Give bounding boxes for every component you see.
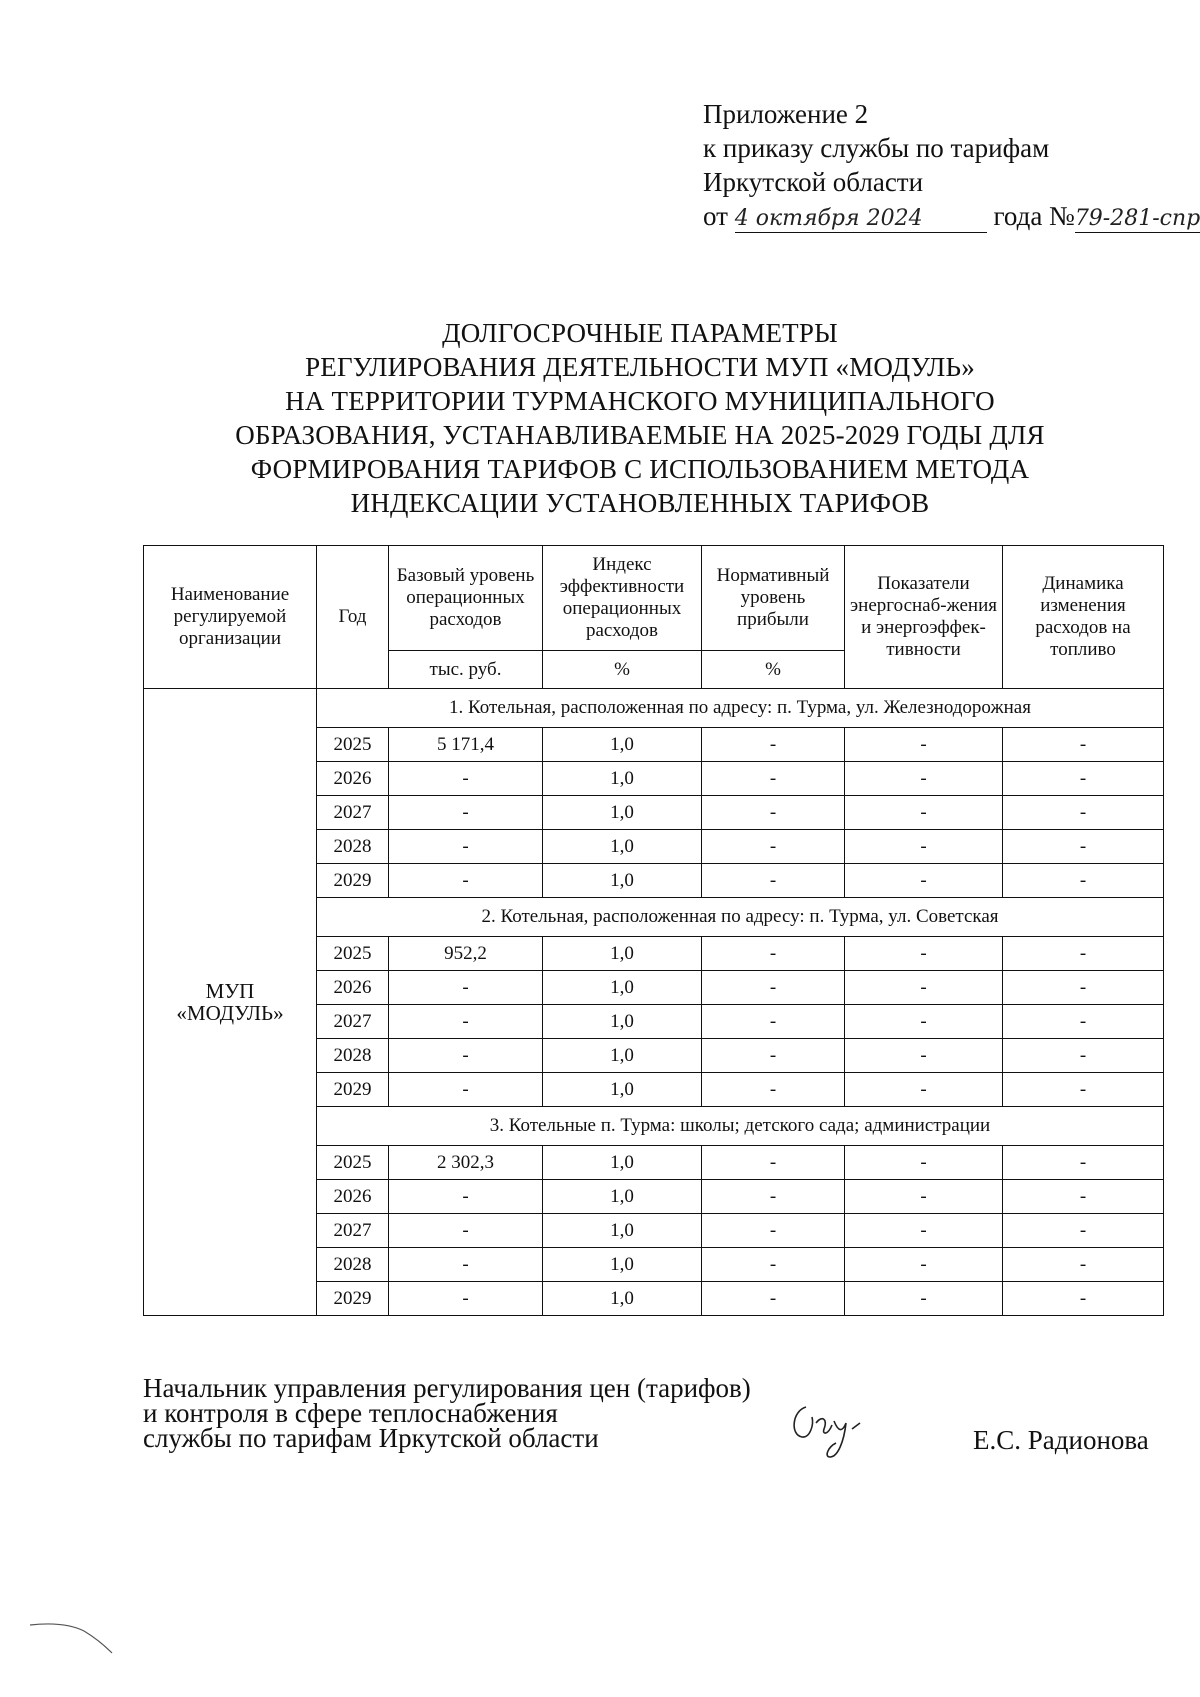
unit-index: % bbox=[543, 651, 702, 689]
cell-index: 1,0 bbox=[543, 1180, 702, 1214]
cell-fuel: - bbox=[1003, 762, 1164, 796]
cell-base: - bbox=[389, 1248, 543, 1282]
cell-year: 2029 bbox=[317, 864, 389, 898]
cell-profit: - bbox=[702, 1073, 845, 1107]
annex-date-line bbox=[703, 199, 1200, 233]
cell-fuel: - bbox=[1003, 1180, 1164, 1214]
scan-artifact-icon bbox=[28, 1615, 118, 1655]
cell-profit: - bbox=[702, 971, 845, 1005]
cell-index: 1,0 bbox=[543, 762, 702, 796]
title-line-3: НА ТЕРРИТОРИИ ТУРМАНСКОГО МУНИЦИПАЛЬНОГО bbox=[285, 386, 995, 416]
annex-line-3: Иркутской области bbox=[703, 167, 924, 197]
cell-base: - bbox=[389, 1180, 543, 1214]
unit-base: тыс. руб. bbox=[389, 651, 543, 689]
cell-base: 2 302,3 bbox=[389, 1146, 543, 1180]
header-year: Год bbox=[317, 546, 389, 689]
org-name-cell bbox=[144, 689, 317, 1316]
document-title bbox=[200, 316, 1080, 520]
cell-fuel: - bbox=[1003, 1282, 1164, 1316]
cell-energy: - bbox=[845, 864, 1003, 898]
cell-profit: - bbox=[702, 937, 845, 971]
cell-fuel: - bbox=[1003, 864, 1164, 898]
cell-base: - bbox=[389, 762, 543, 796]
cell-profit: - bbox=[702, 1180, 845, 1214]
cell-base: 952,2 bbox=[389, 937, 543, 971]
cell-base: - bbox=[389, 971, 543, 1005]
cell-energy: - bbox=[845, 1039, 1003, 1073]
cell-fuel: - bbox=[1003, 1005, 1164, 1039]
cell-energy: - bbox=[845, 1282, 1003, 1316]
date-prefix: от bbox=[703, 201, 728, 231]
cell-index: 1,0 bbox=[543, 728, 702, 762]
cell-fuel: - bbox=[1003, 937, 1164, 971]
cell-profit: - bbox=[702, 830, 845, 864]
title-line-5: ФОРМИРОВАНИЯ ТАРИФОВ С ИСПОЛЬЗОВАНИЕМ МЕТОДА bbox=[250, 454, 1030, 484]
cell-profit: - bbox=[702, 1282, 845, 1316]
header-index: Индекс эффективности операционных расходов bbox=[543, 546, 702, 651]
cell-year: 2027 bbox=[317, 1214, 389, 1248]
header-profit: Нормативный уровень прибыли bbox=[702, 546, 845, 651]
org-name-line-1: МУП bbox=[205, 979, 255, 1003]
cell-year: 2027 bbox=[317, 796, 389, 830]
signatory-position-line-3: службы по тарифам Иркутской области bbox=[143, 1423, 599, 1453]
cell-profit: - bbox=[702, 864, 845, 898]
title-line-1: ДОЛГОСРОЧНЫЕ ПАРАМЕТРЫ bbox=[442, 318, 838, 348]
annex-line-1: Приложение 2 bbox=[703, 99, 869, 129]
signatory-name: Е.С. Радионова bbox=[973, 1425, 1149, 1455]
cell-year: 2026 bbox=[317, 971, 389, 1005]
cell-fuel: - bbox=[1003, 1214, 1164, 1248]
cell-profit: - bbox=[702, 1039, 845, 1073]
cell-year: 2026 bbox=[317, 1180, 389, 1214]
cell-year: 2026 bbox=[317, 762, 389, 796]
cell-fuel: - bbox=[1003, 1146, 1164, 1180]
signature-block bbox=[143, 1373, 751, 1453]
cell-base: - bbox=[389, 796, 543, 830]
handwritten-signature bbox=[788, 1395, 878, 1470]
cell-energy: - bbox=[845, 830, 1003, 864]
cell-profit: - bbox=[702, 762, 845, 796]
section-row bbox=[144, 689, 1164, 728]
cell-year: 2028 bbox=[317, 1039, 389, 1073]
cell-year: 2028 bbox=[317, 830, 389, 864]
cell-fuel: - bbox=[1003, 1248, 1164, 1282]
cell-fuel: - bbox=[1003, 1039, 1164, 1073]
cell-base: - bbox=[389, 830, 543, 864]
cell-profit: - bbox=[702, 1214, 845, 1248]
header-fuel: Динамика изменения расходов на топливо bbox=[1003, 546, 1164, 689]
cell-energy: - bbox=[845, 971, 1003, 1005]
cell-index: 1,0 bbox=[543, 1073, 702, 1107]
handwritten-date: 4 октября 2024 bbox=[734, 206, 923, 231]
cell-index: 1,0 bbox=[543, 1146, 702, 1180]
cell-index: 1,0 bbox=[543, 830, 702, 864]
cell-energy: - bbox=[845, 728, 1003, 762]
cell-fuel: - bbox=[1003, 830, 1164, 864]
cell-index: 1,0 bbox=[543, 864, 702, 898]
header-org: Наименование регулируемой организации bbox=[144, 546, 317, 689]
org-name-line-2: «МОДУЛЬ» bbox=[176, 1001, 284, 1025]
cell-profit: - bbox=[702, 796, 845, 830]
unit-profit: % bbox=[702, 651, 845, 689]
cell-fuel: - bbox=[1003, 971, 1164, 1005]
cell-index: 1,0 bbox=[543, 1005, 702, 1039]
cell-base: - bbox=[389, 1039, 543, 1073]
cell-year: 2025 bbox=[317, 937, 389, 971]
table-header-row bbox=[144, 546, 1164, 651]
header-energy: Показатели энергоснаб-жения и энергоэффек-тивности bbox=[845, 546, 1003, 689]
signatory-position-line-1: Начальник управления регулирования цен (тарифов) bbox=[143, 1373, 751, 1403]
cell-profit: - bbox=[702, 1248, 845, 1282]
cell-index: 1,0 bbox=[543, 971, 702, 1005]
cell-index: 1,0 bbox=[543, 937, 702, 971]
cell-base: - bbox=[389, 1073, 543, 1107]
signature-icon bbox=[788, 1395, 878, 1465]
cell-base: - bbox=[389, 1214, 543, 1248]
cell-energy: - bbox=[845, 1073, 1003, 1107]
title-line-6: ИНДЕКСАЦИИ УСТАНОВЛЕННЫХ ТАРИФОВ bbox=[350, 488, 930, 518]
cell-profit: - bbox=[702, 1005, 845, 1039]
annex-header bbox=[703, 97, 1200, 233]
title-line-2: РЕГУЛИРОВАНИЯ ДЕЯТЕЛЬНОСТИ МУП «МОДУЛЬ» bbox=[305, 352, 975, 382]
cell-profit: - bbox=[702, 1146, 845, 1180]
handwritten-number: 79-281-спр bbox=[1074, 206, 1200, 231]
cell-energy: - bbox=[845, 1248, 1003, 1282]
cell-profit: - bbox=[702, 728, 845, 762]
cell-energy: - bbox=[845, 1005, 1003, 1039]
cell-energy: - bbox=[845, 1214, 1003, 1248]
cell-fuel: - bbox=[1003, 796, 1164, 830]
cell-index: 1,0 bbox=[543, 1248, 702, 1282]
annex-line-2: к приказу службы по тарифам bbox=[703, 133, 1050, 163]
header-base: Базовый уровень операционных расходов bbox=[389, 546, 543, 651]
cell-index: 1,0 bbox=[543, 1214, 702, 1248]
cell-energy: - bbox=[845, 937, 1003, 971]
cell-year: 2025 bbox=[317, 1146, 389, 1180]
signatory-position-line-2: и контроля в сфере теплоснабжения bbox=[143, 1398, 558, 1428]
cell-index: 1,0 bbox=[543, 796, 702, 830]
parameters-table bbox=[143, 545, 1164, 1316]
cell-energy: - bbox=[845, 1180, 1003, 1214]
cell-energy: - bbox=[845, 762, 1003, 796]
cell-fuel: - bbox=[1003, 728, 1164, 762]
cell-energy: - bbox=[845, 796, 1003, 830]
cell-base: 5 171,4 bbox=[389, 728, 543, 762]
cell-energy: - bbox=[845, 1146, 1003, 1180]
year-label: года № bbox=[993, 201, 1075, 231]
cell-base: - bbox=[389, 864, 543, 898]
cell-year: 2029 bbox=[317, 1282, 389, 1316]
cell-base: - bbox=[389, 1005, 543, 1039]
cell-year: 2028 bbox=[317, 1248, 389, 1282]
section-title: 2. Котельная, расположенная по адресу: п. Турма, ул. Советская bbox=[317, 898, 1164, 937]
number-field bbox=[1075, 203, 1200, 233]
section-title: 1. Котельная, расположенная по адресу: п. Турма, ул. Железнодорожная bbox=[317, 689, 1164, 728]
cell-year: 2025 bbox=[317, 728, 389, 762]
cell-base: - bbox=[389, 1282, 543, 1316]
title-line-4: ОБРАЗОВАНИЯ, УСТАНАВЛИВАЕМЫЕ НА 2025-2029 ГОДЫ ДЛЯ bbox=[235, 420, 1045, 450]
date-field bbox=[735, 203, 987, 233]
cell-year: 2027 bbox=[317, 1005, 389, 1039]
cell-index: 1,0 bbox=[543, 1282, 702, 1316]
cell-year: 2029 bbox=[317, 1073, 389, 1107]
section-title: 3. Котельные п. Турма: школы; детского сада; администрации bbox=[317, 1107, 1164, 1146]
cell-index: 1,0 bbox=[543, 1039, 702, 1073]
cell-fuel: - bbox=[1003, 1073, 1164, 1107]
